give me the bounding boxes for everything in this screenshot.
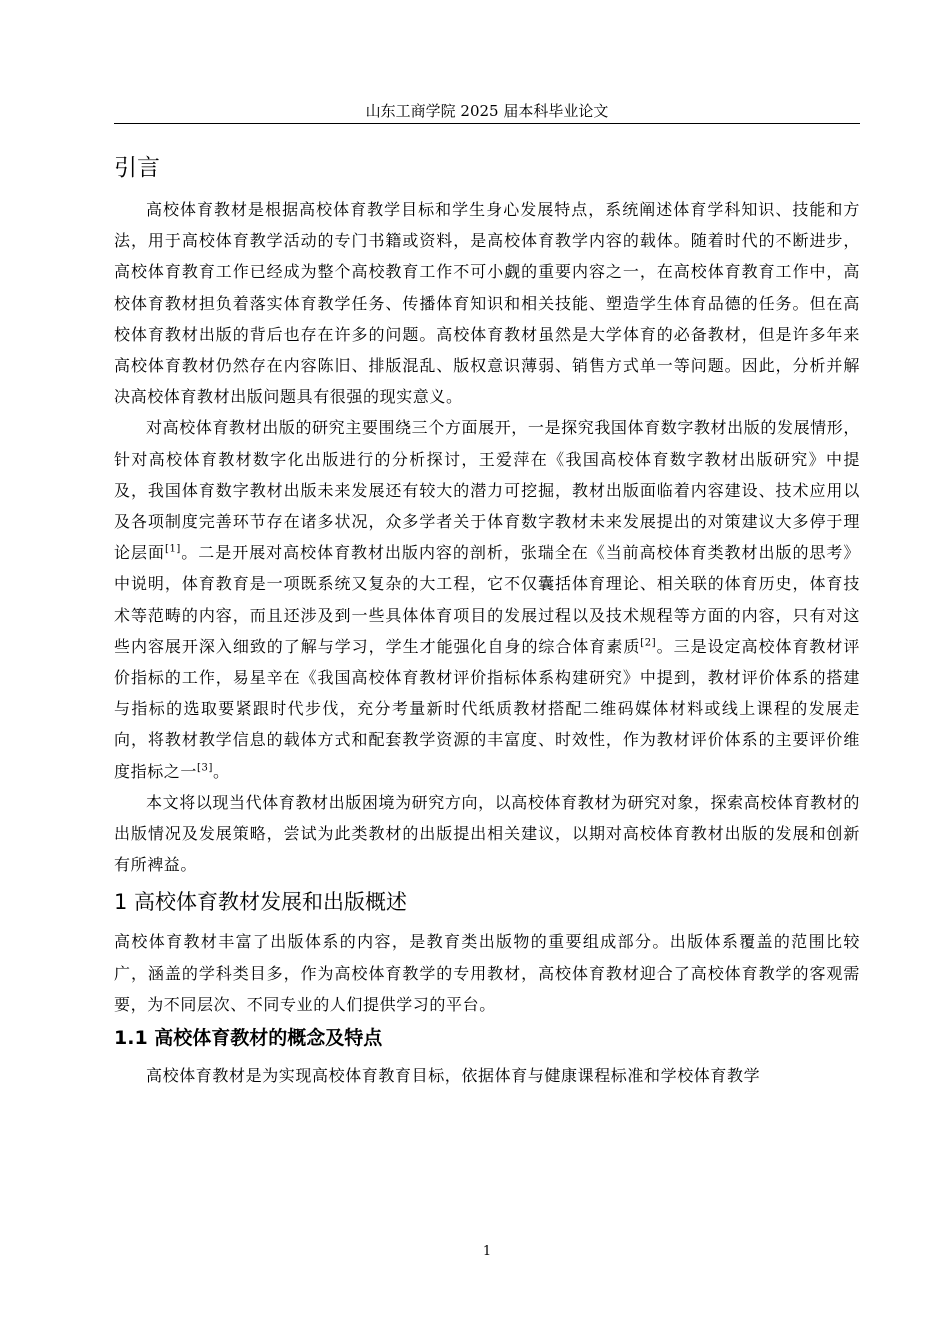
running-header: 山东工商学院 2025 届本科毕业论文: [365, 102, 609, 120]
intro-p2-text-a: 对高校体育教材出版的研究主要围绕三个方面展开，一是探究我国体育数字教材出版的发展情形，针对高校体育教材数字化出版进行的分析探讨，王爱萍在《我国高校体育数字教材出版研究》中提及，我国体育数字教材出版未来发展还有较大的潜力可挖掘，教材出版面临着内容建设、技术应用以及各项制度完善环节存在诸多状况，众多学者关于体育数字教材未来发展提出的对策建议大多停于理论层面: [114, 418, 860, 563]
section-1-heading: 1 高校体育教材发展和出版概述: [114, 890, 408, 915]
citation-3: [3]: [197, 762, 213, 774]
intro-p2-text-b: 。二是开展对高校体育教材出版内容的剖析，张瑞全在《当前高校体育类教材出版的思考》中说明，体育教育是一项既系统又复杂的大工程，它不仅囊括体育理论、相关联的体育历史，体育技术等范畴的内容，而且还涉及到一些具体体育项目的发展过程以及技术规程等方面的内容，只有对这些内容展开深入细致的了解与学习，学生才能强化自身的综合体育素质: [114, 543, 860, 656]
intro-paragraph-2: [114, 412, 860, 786]
section-1-paragraph-1: 高校体育教材丰富了出版体系的内容，是教育类出版物的重要组成部分。出版体系覆盖的范围比较广，涵盖的学科类目多，作为高校体育教学的专用教材，高校体育教材迎合了高校体育教学的客观需要，为不同层次、不同专业的人们提供学习的平台。: [114, 932, 860, 1014]
citation-2: [2]: [640, 637, 657, 649]
page-number: 1: [482, 1244, 492, 1259]
intro-p2-text-c: 。三是设定高校体育教材评价指标的工作，易星辛在《我国高校体育教材评价指标体系构建研究》中提到，教材评价体系的搭建与指标的选取要紧跟时代步伐，充分考量新时代纸质教材搭配二维码媒体材料或线上课程的发展走向，将教材教学信息的载体方式和配套教学资源的丰富度、时效性，作为教材评价体系的主要评价维度指标之一: [114, 636, 860, 781]
header-rule: [114, 123, 860, 124]
intro-heading: 引言: [114, 155, 160, 181]
intro-paragraph-1: 高校体育教材是根据高校体育教学目标和学生身心发展特点，系统阐述体育学科知识、技能和方法，用于高校体育教学活动的专门书籍或资料，是高校体育教学内容的载体。随着时代的不断进步，高校体育教育工作已经成为整个高校教育工作不可小觑的重要内容之一，在高校体育教育工作中，高校体育教材担负着落实体育教学任务、传播体育知识和相关技能、塑造学生体育品德的任务。但在高校体育教材出版的背后也存在许多的问题。高校体育教材虽然是大学体育的必备教材，但是许多年来高校体育教材仍然存在内容陈旧、排版混乱、版权意识薄弱、销售方式单一等问题。因此，分析并解决高校体育教材出版问题具有很强的现实意义。: [114, 200, 860, 407]
page-content: [114, 150, 860, 1091]
intro-paragraph-3: 本文将以现当代体育教材出版困境为研究方向，以高校体育教材为研究对象，探索高校体育教材的出版情况及发展策略，尝试为此类教材的出版提出相关建议，以期对高校体育教材出版的发展和创新有所裨益。: [114, 792, 860, 875]
citation-1: [1]: [164, 543, 181, 555]
intro-p2-text-d: 。: [212, 761, 230, 781]
section-1-1-paragraph-1: 高校体育教材是为实现高校体育教育目标，依据体育与健康课程标准和学校体育教学: [146, 1066, 761, 1086]
section-1-1-heading: 1.1 高校体育教材的概念及特点: [114, 1027, 383, 1050]
